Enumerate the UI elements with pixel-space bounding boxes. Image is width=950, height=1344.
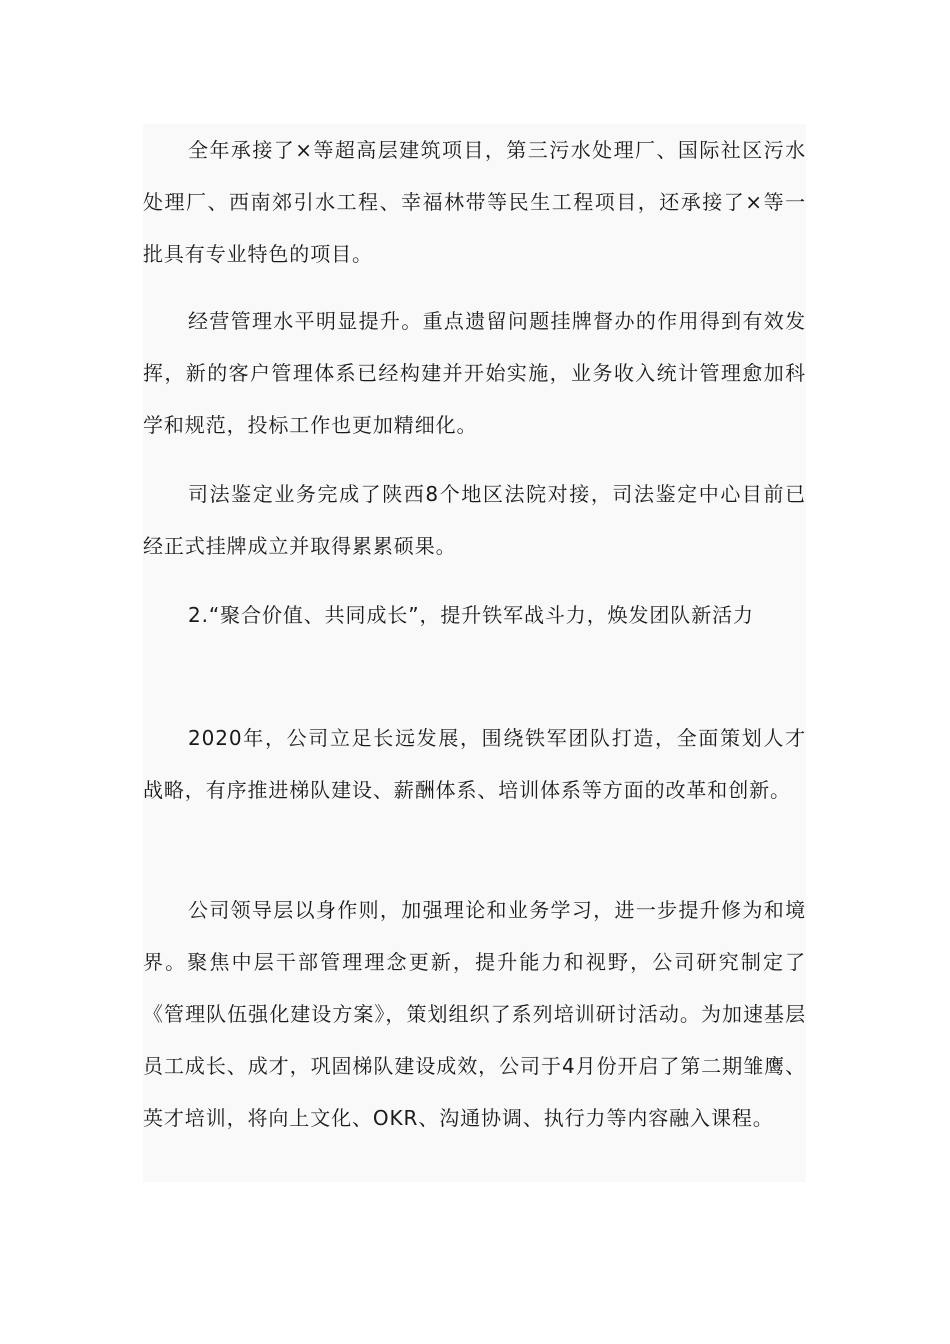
paragraph-judicial-appraisal: 司法鉴定业务完成了陕西8个地区法院对接，司法鉴定中心目前已经正式挂牌成立并取得累累硕果。 (143, 482, 806, 558)
paragraph-talent-strategy: 2020年，公司立足长远发展，围绕铁军团队打造，全面策划人才战略，有序推进梯队建设、薪酬体系、培训体系等方面的改革和创新。 (143, 726, 806, 802)
paragraph-project-undertakings: 全年承接了×等超高层建筑项目，第三污水处理厂、国际社区污水处理厂、西南郊引水工程、幸福林带等民生工程项目，还承接了×等一批具有专业特色的项目。 (143, 138, 806, 266)
paragraph-management-improvement: 经营管理水平明显提升。重点遗留问题挂牌督办的作用得到有效发挥，新的客户管理体系已经构建并开始实施，业务收入统计管理愈加科学和规范，投标工作也更加精细化。 (143, 309, 806, 437)
section-heading-team-building: 2.“聚合价值、共同成长”，提升铁军战斗力，焕发团队新活力 (188, 603, 754, 627)
paragraph-leadership-training: 公司领导层以身作则，加强理论和业务学习，进一步提升修为和境界。聚焦中层干部管理理念更新，提升能力和视野，公司研究制定了《管理队伍强化建设方案》，策划组织了系列培训研讨活动。为加速基层员工成长、成才，巩固梯队建设成效，公司于4月份开启了第二期雏鹰、英才培训，将向上文化、OKR、沟通协调、执行力等内容融入课程。 (143, 898, 806, 1130)
